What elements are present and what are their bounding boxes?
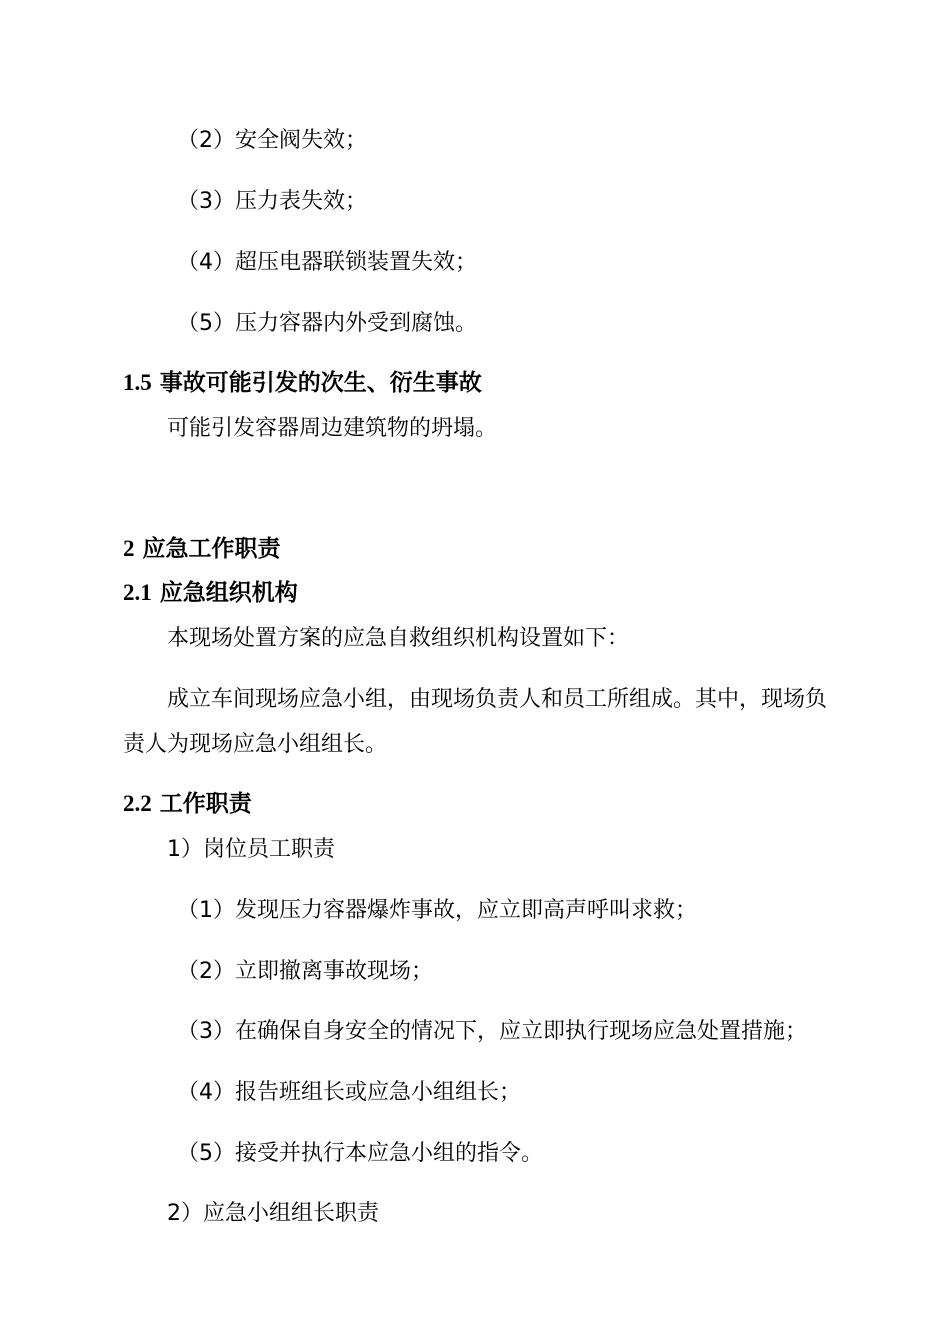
list-item: （5）接受并执行本应急小组的指令。	[177, 1141, 543, 1166]
section-number: 2.1	[123, 580, 152, 605]
section-heading-2-1	[123, 577, 298, 609]
paragraph-continuation: 责人为现场应急小组组长。	[123, 732, 388, 757]
section-heading-2	[123, 533, 281, 565]
section-title: 工作职责	[159, 790, 252, 817]
paragraph: 成立车间现场应急小组，由现场负责人和员工所组成。其中，现场负	[167, 687, 828, 712]
section-number: 1.5	[123, 370, 152, 395]
section-heading-2-2	[123, 788, 252, 820]
section-number: 2	[123, 536, 135, 561]
section-title: 应急工作职责	[142, 535, 281, 562]
list-item: （2）立即撤离事故现场；	[177, 959, 433, 984]
paragraph: 可能引发容器周边建筑物的坍塌。	[167, 416, 498, 441]
list-item: （3）压力表失效；	[177, 189, 367, 214]
list-item: （4）超压电器联锁装置失效；	[177, 250, 477, 275]
section-number: 2.2	[123, 791, 152, 816]
subheading: 2）应急小组组长职责	[167, 1201, 379, 1226]
subheading: 1）岗位员工职责	[167, 837, 335, 862]
paragraph: 本现场处置方案的应急自救组织机构设置如下：	[167, 626, 630, 651]
list-item: （5）压力容器内外受到腐蚀。	[177, 311, 477, 336]
list-item: （4）报告班组长或应急小组组长；	[177, 1080, 521, 1105]
list-item: （2）安全阀失效；	[177, 128, 367, 153]
list-item: （1）发现压力容器爆炸事故，应立即高声呼叫求救；	[177, 898, 697, 923]
section-title: 事故可能引发的次生、衍生事故	[159, 369, 482, 396]
section-title: 应急组织机构	[159, 579, 298, 606]
section-heading-1-5	[123, 367, 482, 399]
list-item: （3）在确保自身安全的情况下，应立即执行现场应急处置措施；	[177, 1019, 807, 1044]
